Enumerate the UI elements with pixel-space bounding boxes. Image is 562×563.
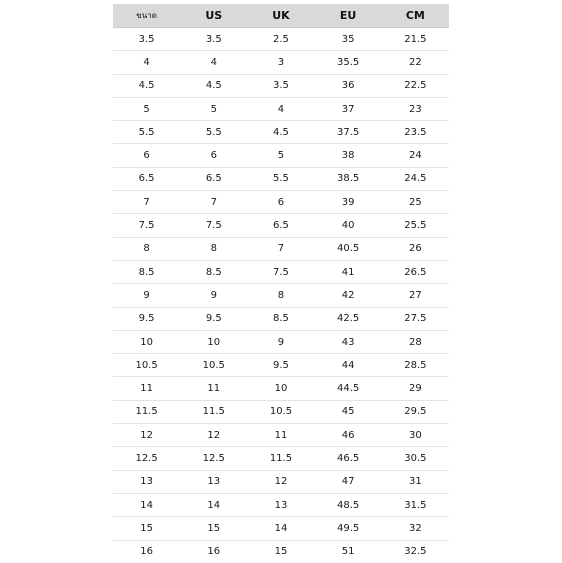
table-cell-uk: 10 bbox=[247, 377, 314, 400]
table-cell-us: 6.5 bbox=[180, 167, 247, 190]
table-row bbox=[113, 517, 449, 540]
table-cell-us: 4 bbox=[180, 51, 247, 74]
table-cell-cm: 23.5 bbox=[382, 121, 449, 144]
table-row bbox=[113, 74, 449, 97]
table-cell-cm: 22.5 bbox=[382, 74, 449, 97]
table-cell-eu: 41 bbox=[315, 260, 382, 283]
table-cell-size: 13 bbox=[113, 470, 180, 493]
table-cell-uk: 14 bbox=[247, 517, 314, 540]
table-cell-us: 10.5 bbox=[180, 354, 247, 377]
table-cell-eu: 46.5 bbox=[315, 447, 382, 470]
table-cell-cm: 27 bbox=[382, 284, 449, 307]
table-cell-uk: 8 bbox=[247, 284, 314, 307]
table-cell-cm: 29 bbox=[382, 377, 449, 400]
column-header-uk: UK bbox=[247, 4, 314, 28]
table-cell-eu: 38 bbox=[315, 144, 382, 167]
table-cell-uk: 5 bbox=[247, 144, 314, 167]
table-cell-uk: 7.5 bbox=[247, 260, 314, 283]
table-cell-us: 12.5 bbox=[180, 447, 247, 470]
table-cell-us: 13 bbox=[180, 470, 247, 493]
table-cell-size: 12.5 bbox=[113, 447, 180, 470]
table-cell-uk: 6 bbox=[247, 191, 314, 214]
table-cell-eu: 46 bbox=[315, 424, 382, 447]
table-header bbox=[113, 4, 449, 28]
table-cell-size: 9.5 bbox=[113, 307, 180, 330]
table-body bbox=[113, 28, 449, 563]
table-cell-uk: 9.5 bbox=[247, 354, 314, 377]
table-cell-us: 7.5 bbox=[180, 214, 247, 237]
table-cell-eu: 35.5 bbox=[315, 51, 382, 74]
table-cell-eu: 44 bbox=[315, 354, 382, 377]
table-cell-eu: 44.5 bbox=[315, 377, 382, 400]
table-cell-eu: 45 bbox=[315, 400, 382, 423]
table-row bbox=[113, 493, 449, 516]
table-row bbox=[113, 400, 449, 423]
table-row bbox=[113, 237, 449, 260]
table-cell-size: 5.5 bbox=[113, 121, 180, 144]
table-row bbox=[113, 214, 449, 237]
table-cell-cm: 30.5 bbox=[382, 447, 449, 470]
table-cell-cm: 25 bbox=[382, 191, 449, 214]
size-chart-table bbox=[113, 4, 449, 563]
table-cell-size: 3.5 bbox=[113, 28, 180, 51]
table-row bbox=[113, 470, 449, 493]
table-cell-size: 10.5 bbox=[113, 354, 180, 377]
table-cell-us: 7 bbox=[180, 191, 247, 214]
table-cell-eu: 37.5 bbox=[315, 121, 382, 144]
table-cell-size: 9 bbox=[113, 284, 180, 307]
table-cell-eu: 47 bbox=[315, 470, 382, 493]
table-cell-size: 6.5 bbox=[113, 167, 180, 190]
table-cell-uk: 15 bbox=[274, 546, 288, 558]
table-cell-eu: 49.5 bbox=[315, 517, 382, 540]
table-row bbox=[113, 424, 449, 447]
table-cell-cm: 22 bbox=[382, 51, 449, 74]
table-cell-size: 11.5 bbox=[113, 400, 180, 423]
table-cell-cm: 23 bbox=[382, 97, 449, 120]
table-cell-us: 4.5 bbox=[180, 74, 247, 97]
table-row bbox=[113, 540, 449, 563]
table-cell-size: 8.5 bbox=[113, 260, 180, 283]
table-cell-cm: 27.5 bbox=[382, 307, 449, 330]
table-cell-eu: 38.5 bbox=[315, 167, 382, 190]
table-cell-size: 10 bbox=[113, 330, 180, 353]
table-cell-cm: 24.5 bbox=[382, 167, 449, 190]
table-cell-uk: 7 bbox=[247, 237, 314, 260]
table-cell-cm: 32.5 bbox=[404, 546, 427, 558]
table-cell-uk: 4 bbox=[247, 97, 314, 120]
table-cell-size: 7.5 bbox=[113, 214, 180, 237]
table-cell-eu: 40 bbox=[315, 214, 382, 237]
table-row bbox=[113, 51, 449, 74]
table-cell-cm: 26 bbox=[382, 237, 449, 260]
table-cell-us: 14 bbox=[180, 493, 247, 516]
table-row bbox=[113, 447, 449, 470]
table-cell-size: 4.5 bbox=[113, 74, 180, 97]
table-cell-cm: 31 bbox=[382, 470, 449, 493]
table-cell-size: 4 bbox=[113, 51, 180, 74]
table-row bbox=[113, 330, 449, 353]
table-cell-uk: 10.5 bbox=[247, 400, 314, 423]
table-cell-cm: 32 bbox=[382, 517, 449, 540]
table-cell-eu: 40.5 bbox=[315, 237, 382, 260]
table-cell-eu: 48.5 bbox=[315, 493, 382, 516]
table-cell-uk: 2.5 bbox=[247, 28, 314, 51]
table-cell-us: 8.5 bbox=[180, 260, 247, 283]
table-cell-eu: 51 bbox=[341, 546, 355, 558]
table-row bbox=[113, 260, 449, 283]
table-row bbox=[113, 144, 449, 167]
table-cell-uk: 11 bbox=[247, 424, 314, 447]
header-row bbox=[113, 4, 449, 28]
table-cell-us: 5 bbox=[180, 97, 247, 120]
table-row bbox=[113, 28, 449, 51]
table-cell-uk: 4.5 bbox=[247, 121, 314, 144]
table-cell-size: 7 bbox=[113, 191, 180, 214]
table-row bbox=[113, 377, 449, 400]
column-header-size: ขนาด bbox=[113, 4, 180, 28]
column-header-cm: CM bbox=[382, 4, 449, 28]
column-header-eu: EU bbox=[315, 4, 382, 28]
table-cell-eu: 42 bbox=[315, 284, 382, 307]
table-cell-uk: 9 bbox=[247, 330, 314, 353]
table-cell-size: 16 bbox=[140, 546, 153, 558]
table-cell-uk: 6.5 bbox=[247, 214, 314, 237]
table-cell-eu: 39 bbox=[315, 191, 382, 214]
table-cell-us: 11 bbox=[180, 377, 247, 400]
table-cell-uk: 12 bbox=[247, 470, 314, 493]
table-cell-us: 11.5 bbox=[180, 400, 247, 423]
table-row bbox=[113, 354, 449, 377]
table-cell-size: 8 bbox=[113, 237, 180, 260]
table-row bbox=[113, 307, 449, 330]
table-cell-us: 9 bbox=[180, 284, 247, 307]
table-cell-eu: 37 bbox=[315, 97, 382, 120]
table-cell-us: 5.5 bbox=[180, 121, 247, 144]
table-cell-size: 6 bbox=[113, 144, 180, 167]
column-header-us: US bbox=[180, 4, 247, 28]
table-cell-us: 8 bbox=[180, 237, 247, 260]
table-cell-cm: 28.5 bbox=[382, 354, 449, 377]
table-cell-eu: 42.5 bbox=[315, 307, 382, 330]
table-cell-size: 11 bbox=[113, 377, 180, 400]
table-cell-us: 16 bbox=[207, 546, 221, 558]
table-cell-cm: 31.5 bbox=[382, 493, 449, 516]
table-cell-us: 3.5 bbox=[180, 28, 247, 51]
table-cell-uk: 13 bbox=[247, 493, 314, 516]
table-cell-uk: 11.5 bbox=[247, 447, 314, 470]
table-row bbox=[113, 167, 449, 190]
table-cell-cm: 21.5 bbox=[382, 28, 449, 51]
table-cell-us: 15 bbox=[180, 517, 247, 540]
table-cell-us: 12 bbox=[180, 424, 247, 447]
table-cell-cm: 26.5 bbox=[382, 260, 449, 283]
table-cell-size: 12 bbox=[113, 424, 180, 447]
table-cell-uk: 8.5 bbox=[247, 307, 314, 330]
table-cell-uk: 3 bbox=[247, 51, 314, 74]
table-cell-cm: 28 bbox=[382, 330, 449, 353]
table-cell-eu: 35 bbox=[315, 28, 382, 51]
table-row bbox=[113, 284, 449, 307]
table-cell-us: 10 bbox=[180, 330, 247, 353]
table-cell-uk: 3.5 bbox=[247, 74, 314, 97]
table-cell-cm: 29.5 bbox=[382, 400, 449, 423]
table-cell-us: 6 bbox=[180, 144, 247, 167]
table-cell-size: 5 bbox=[113, 97, 180, 120]
table-cell-eu: 36 bbox=[315, 74, 382, 97]
table-cell-cm: 24 bbox=[382, 144, 449, 167]
table-cell-uk: 5.5 bbox=[247, 167, 314, 190]
table-row bbox=[113, 121, 449, 144]
table-row bbox=[113, 97, 449, 120]
table-cell-size: 15 bbox=[113, 517, 180, 540]
table-cell-us: 9.5 bbox=[180, 307, 247, 330]
table-cell-eu: 43 bbox=[315, 330, 382, 353]
table-cell-cm: 30 bbox=[382, 424, 449, 447]
table-cell-cm: 25.5 bbox=[382, 214, 449, 237]
table-row bbox=[113, 191, 449, 214]
table-cell-size: 14 bbox=[113, 493, 180, 516]
